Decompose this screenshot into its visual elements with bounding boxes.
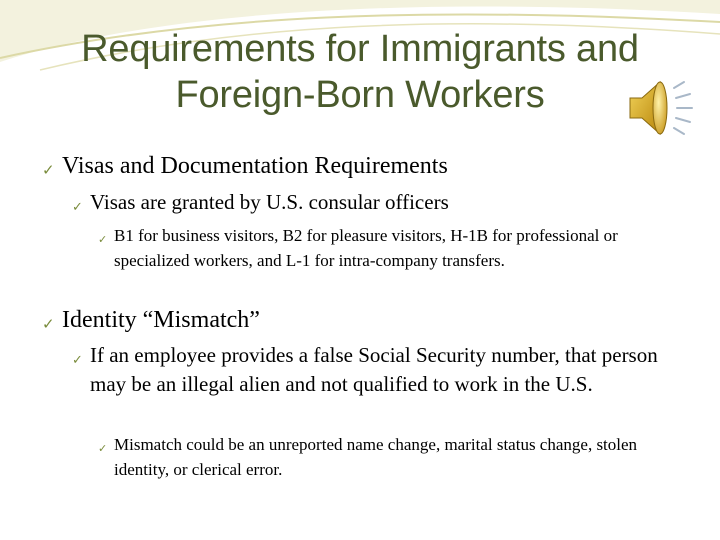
bullet-swoosh-icon: ✓ xyxy=(72,352,83,367)
bullet-swoosh-icon: ✓ xyxy=(72,199,83,214)
bullet-text: Visas are granted by U.S. consular officers xyxy=(90,190,449,214)
bullet-text: Visas and Documentation Requirements xyxy=(62,153,448,179)
bullet-swoosh-icon: ✓ xyxy=(98,234,108,246)
bullet-level1 xyxy=(42,306,682,334)
bullet-level3 xyxy=(98,432,638,482)
bullet-text: B1 for business visitors, B2 for pleasure visitors, H-1B for professional or specialized workers, and L-1 for intra-company transfers. xyxy=(114,226,618,270)
title-line-2: Foreign-Born Workers xyxy=(175,74,545,116)
bullet-level1 xyxy=(42,152,682,180)
bullet-text: Identity “Mismatch” xyxy=(62,307,260,333)
bullet-swoosh-icon: ✓ xyxy=(42,317,55,333)
bullet-text: Mismatch could be an unreported name change, marital status change, stolen identity, or clerical error. xyxy=(114,435,638,479)
bullet-level2 xyxy=(72,341,682,398)
bullet-level3 xyxy=(98,223,638,273)
bullet-swoosh-icon: ✓ xyxy=(98,443,108,455)
title-line-1: Requirements for Immigrants and xyxy=(81,28,639,70)
bullet-text: If an employee provides a false Social Security number, that person may be an illegal alien and not qualified to work in the U.S. xyxy=(90,343,658,396)
bullet-swoosh-icon: ✓ xyxy=(42,163,55,179)
bullet-level2 xyxy=(72,188,672,217)
